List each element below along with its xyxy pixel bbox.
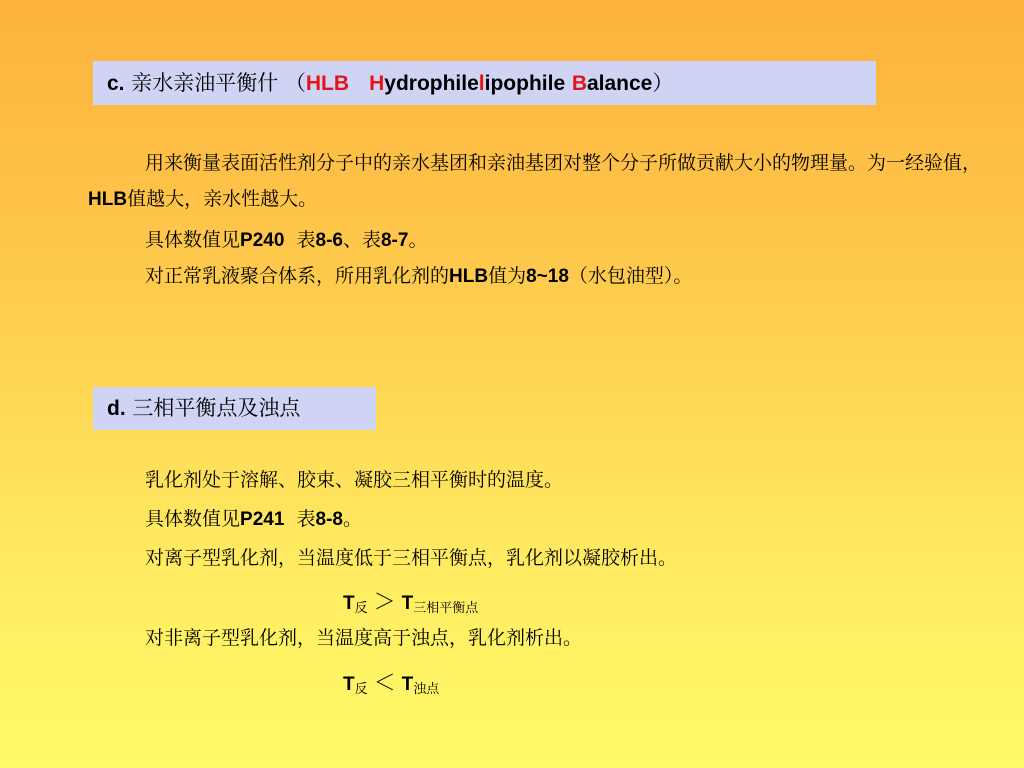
section-c-para1-text-end: 值越大，亲水性越大。 — [127, 188, 318, 210]
formula2-t-left: T — [343, 674, 355, 695]
hlb-word-lipophile: ipophile — [484, 72, 566, 95]
section-d-heading — [93, 387, 376, 430]
section-c-label: c. — [107, 72, 125, 95]
hlb-l-letter: l — [478, 72, 485, 95]
section-c-heading — [93, 61, 876, 105]
section-c-para2-text: 具体数值见 — [145, 229, 241, 251]
section-c-para1-hlb: HLB — [88, 189, 128, 210]
formula1-sub-right: 三相平衡点 — [413, 601, 479, 616]
hlb-word-hydrophile: ydrophile — [384, 72, 479, 95]
section-d-paragraph-3: 对离子型乳化剂，当温度低于三相平衡点，乳化剂以凝胶析出。 — [145, 547, 678, 569]
formula1-sub-left: 反 — [354, 601, 368, 616]
section-c-para2-table-word: 表 — [296, 229, 316, 251]
formula2-t-right: T — [401, 674, 414, 695]
section-c-para2-end: 。 — [408, 229, 428, 251]
section-c-close-paren: ） — [652, 71, 674, 95]
section-c-para1-text: 用来衡量表面活性剂分子中的亲水基团和亲油基团对整个分子所做贡献大小的物理量。为一经验值， — [145, 152, 982, 174]
section-d-para2-ref: P241 — [240, 509, 285, 530]
section-d-para2-table: 8-8 — [315, 509, 343, 530]
section-c-para2-table-1: 8-6 — [315, 230, 343, 251]
section-c-paragraph-1 — [88, 145, 1000, 218]
section-d-title: 三相平衡点及浊点 — [132, 396, 301, 420]
section-d-paragraph-1: 乳化剂处于溶解、胶束、凝胶三相平衡时的温度。 — [145, 469, 564, 491]
hlb-abbr: HLB — [305, 72, 350, 95]
formula-above-three-phase — [343, 585, 478, 616]
section-c-paragraph-2 — [145, 228, 427, 253]
section-c-para2-table-2: 8-7 — [380, 230, 409, 251]
section-d-paragraph-4: 对非离子型乳化剂，当温度高于浊点，乳化剂析出。 — [145, 627, 583, 649]
hlb-word-balance: alance — [586, 72, 653, 95]
section-c-open-paren: （ — [284, 71, 306, 95]
section-d-paragraph-2 — [145, 507, 362, 532]
formula2-operator: ＜ — [373, 671, 396, 696]
hlb-b-letter: B — [571, 72, 587, 95]
formula2-sub-left: 反 — [354, 682, 368, 697]
section-c-para3-hlb: HLB — [449, 266, 489, 287]
formula1-t-left: T — [343, 593, 355, 614]
section-c-para2-sep: 、表 — [342, 229, 381, 251]
section-d-para2-end: 。 — [342, 508, 362, 530]
section-c-para3-range: 8~18 — [526, 266, 569, 287]
section-d-para2-text: 具体数值见 — [145, 508, 241, 530]
formula2-sub-right: 浊点 — [413, 682, 440, 697]
section-c-para3-text: 对正常乳液聚合体系，所用乳化剂的 — [145, 265, 450, 287]
formula-below-cloud-point — [343, 666, 439, 697]
section-c-title: 亲水亲油平衡什 — [131, 71, 279, 95]
formula1-operator: ＞ — [373, 590, 396, 615]
section-c-para2-ref: P240 — [240, 230, 285, 251]
section-c-para3-text-end: （水包油型）。 — [568, 265, 693, 287]
section-c-paragraph-3 — [145, 264, 692, 289]
section-d-label: d. — [107, 397, 126, 420]
section-c-para3-text-mid: 值为 — [488, 265, 527, 287]
formula1-t-right: T — [401, 593, 414, 614]
hlb-h-letter: H — [369, 72, 385, 95]
section-d-para2-table-word: 表 — [296, 508, 316, 530]
